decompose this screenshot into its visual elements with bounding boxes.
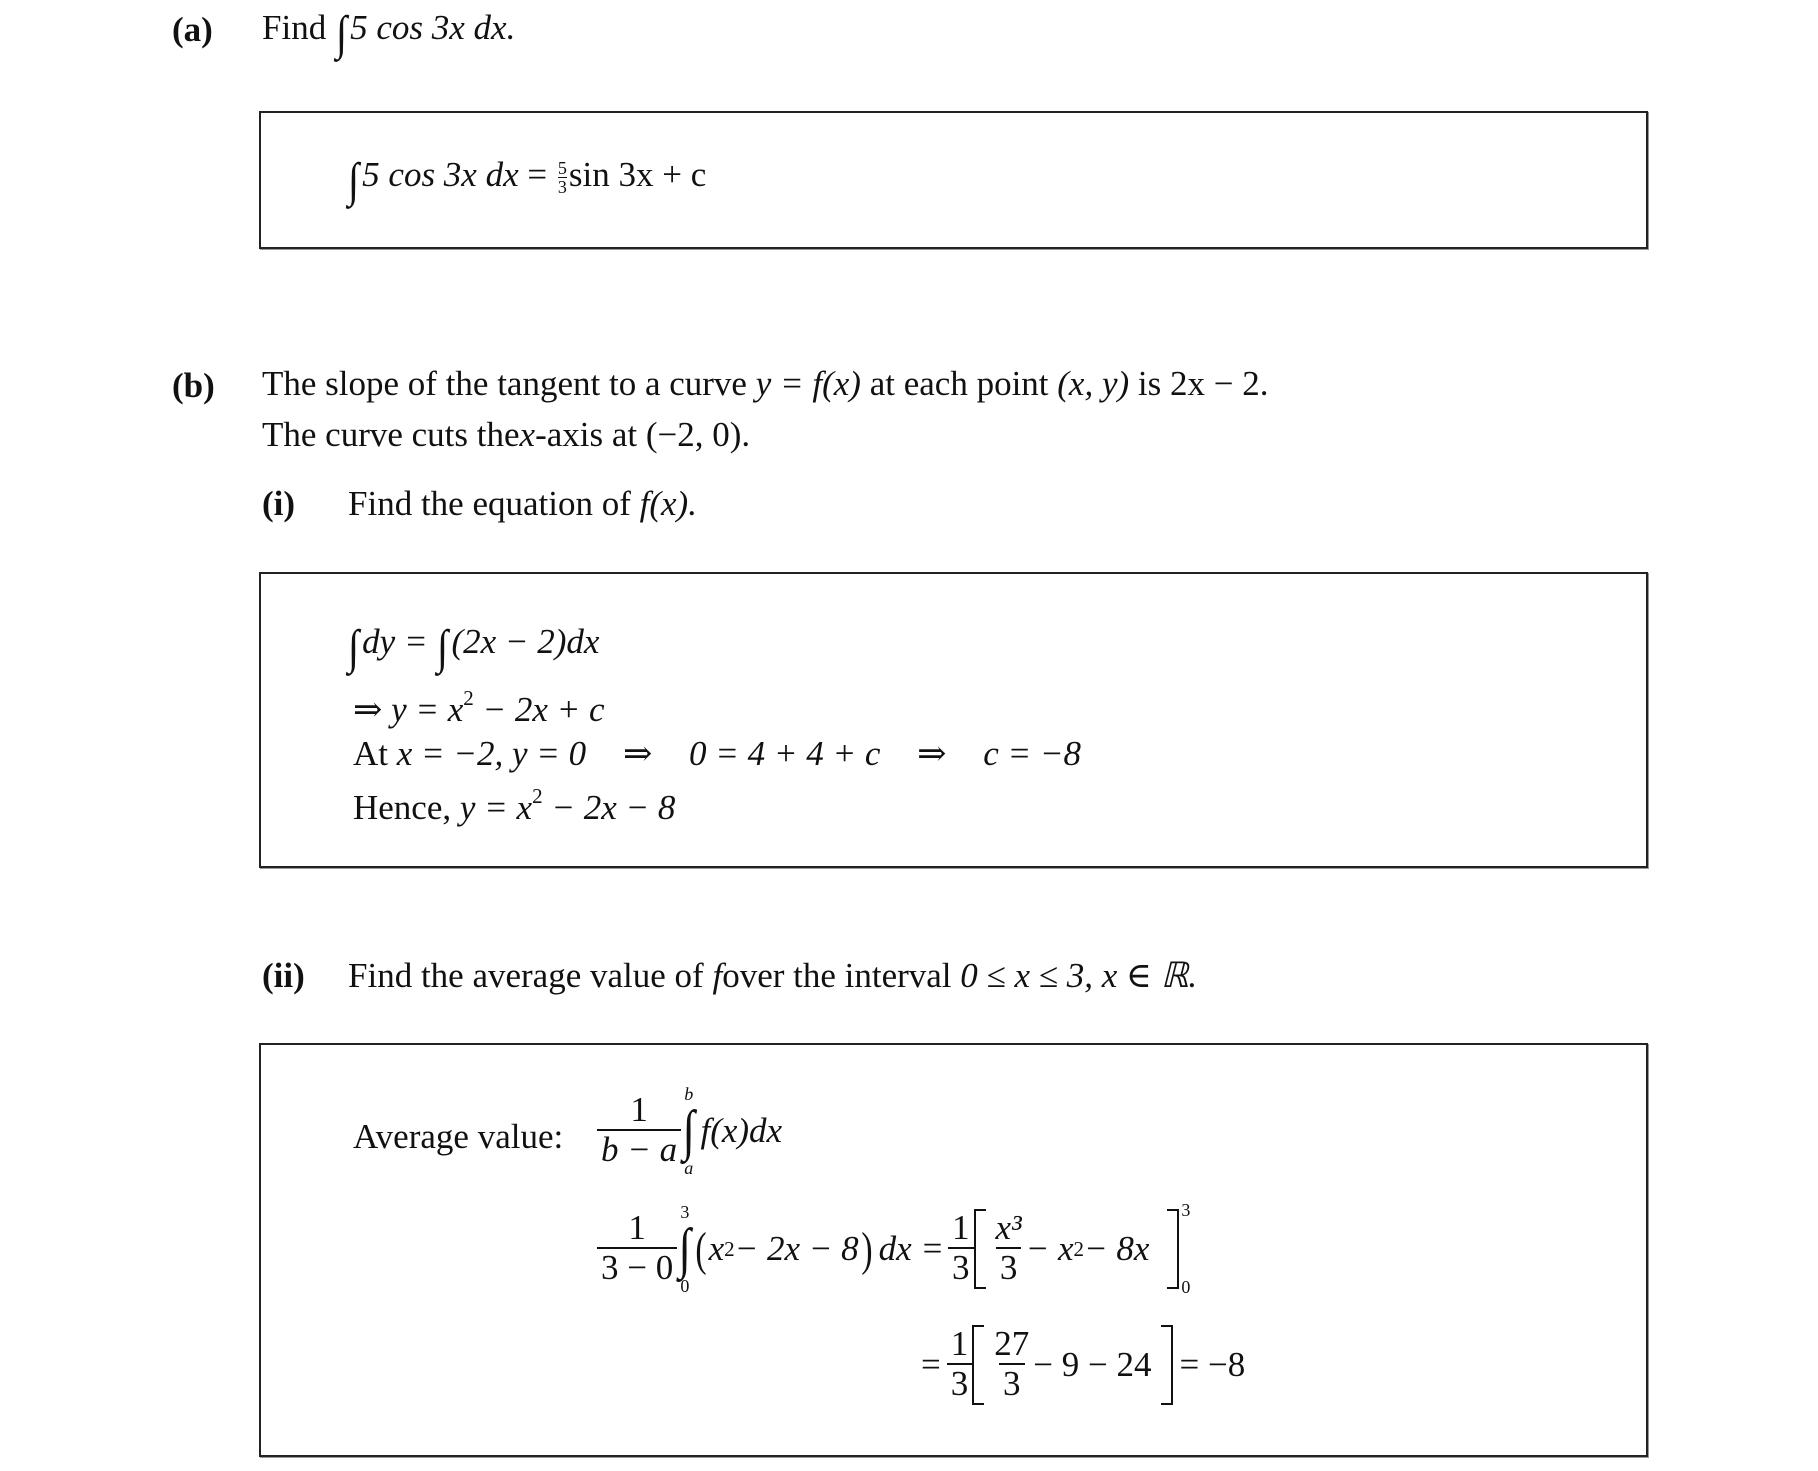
part-a-label: (a) (172, 10, 213, 49)
fraction-one-third: $\frac{1}{3}$ (948, 1210, 974, 1287)
part-a-answer (347, 155, 706, 205)
part-b-ii-label: (ii) (262, 956, 305, 995)
integral-sign-icon: ∫ (678, 1218, 692, 1280)
fraction-x-cubed-over-three: $\frac{\text{x³}}{3}$ (995, 1208, 1022, 1288)
fraction-five-thirds: $\frac{5}{3}$ (557, 158, 567, 198)
right-bracket (1161, 1325, 1173, 1405)
part-b-line2: The curve cuts thex-axis at (−2, 0). (262, 415, 751, 454)
final-result: = −8 (1179, 1345, 1246, 1384)
expr-slope: 2x − 2. (1170, 364, 1269, 403)
average-value-formula: $\frac{1}{b - a}$ b ∫ a f(x)dx (597, 1085, 782, 1177)
fraction-one-over-three: $\frac{1}{3 - 0}$ (597, 1210, 677, 1287)
part-b-ii-answer-box (259, 1043, 1648, 1457)
left-bracket (972, 1325, 984, 1405)
equals-sign: = (527, 155, 548, 194)
integral-sign-icon: ∫ (682, 1100, 695, 1162)
part-b-i-answer-box (259, 572, 1648, 868)
implies-arrow-icon: ⇒ (917, 734, 947, 773)
answer-i-line1: ∫dy = ∫(2x − 2)dx (347, 621, 600, 674)
part-a-answer-rhs: sin 3x + c (568, 155, 707, 194)
expr-point: (−2, 0). (645, 415, 751, 454)
implies-arrow-icon: ⇒ (622, 734, 653, 773)
part-b-ii-question: Find the average value of fover the interval 0 ≤ x ≤ 3, x ∈ ℝ. (348, 956, 1198, 995)
part-b-i-question: Find the equation of f(x). (348, 484, 697, 523)
integral-sign-icon: ∫ (347, 154, 360, 207)
integral-sign-icon: ∫ (437, 621, 449, 674)
integral-sign-icon: ∫ (347, 621, 360, 674)
part-a-answer-box (259, 111, 1648, 249)
part-b-line1: The slope of the tangent to a curve y = f(x) at each point (x, y) is 2x − 2. (262, 364, 1269, 403)
right-bracket (1167, 1209, 1179, 1289)
find-text: Find (262, 8, 327, 47)
expr-point-xy: (x, y) (1057, 364, 1130, 403)
part-b-label: (b) (172, 366, 215, 405)
average-value-step1: $\frac{1}{3 - 0}$ 3 ∫ 0 ( x 2 − 2x − 8 ) dx = $\frac{1}{3}$ $\frac{\text{x³}}{3}$ − x 2 − 8x 3 0 (597, 1200, 1190, 1298)
part-a-question-expr: 5 cos 3x dx. (350, 8, 516, 47)
left-bracket (974, 1209, 986, 1289)
part-b-i-label: (i) (262, 484, 296, 523)
average-value-step2: = $\frac{1}{3}$ $\frac{27}{3}$ − 9 − 24 = −8 (921, 1324, 1246, 1404)
expr-y-eq-fx: y = f(x) (755, 364, 861, 403)
average-value-label: Average value: (353, 1117, 564, 1156)
fraction-one-over-b-minus-a: $\frac{1}{b - a}$ (597, 1092, 681, 1169)
answer-i-line3: At x = −2, y = 0 ⇒ 0 = 4 + 4 + c ⇒ c = −8 (353, 734, 1082, 773)
integral-sign-icon: ∫ (335, 7, 348, 60)
part-a-answer-lhs: 5 cos 3x dx (362, 155, 519, 194)
fraction-one-third: $\frac{1}{3}$ (947, 1326, 973, 1403)
definite-integral: 3 ∫ 0 (678, 1202, 692, 1296)
answer-i-line2: ⇒ $y = x^2 - 2x + c$ (353, 686, 605, 729)
evaluation-limits: 3 0 (1181, 1200, 1191, 1297)
definite-integral: b ∫ a (682, 1084, 695, 1178)
part-a-question (262, 8, 515, 58)
answer-i-line4: Hence, $y = x^2 - 2x - 8$ (353, 784, 676, 827)
fraction-27-over-3: $\frac{27}{3}$ (994, 1324, 1030, 1404)
